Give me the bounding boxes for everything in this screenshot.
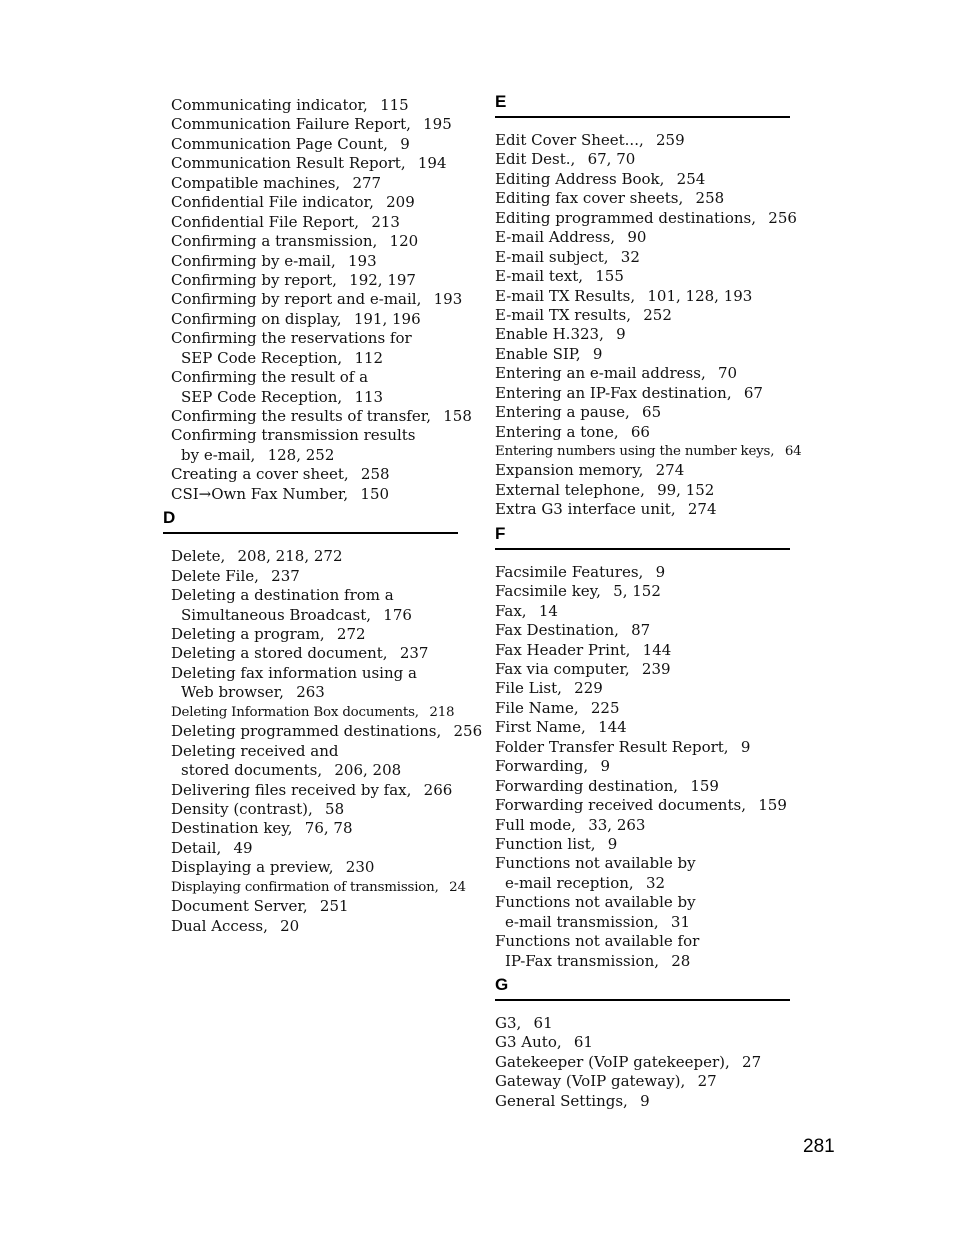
index-entry: Density (contrast), 58 [171, 799, 345, 818]
index-entry: E-mail TX results, 252 [495, 305, 672, 324]
index-entry: External telephone, 99, 152 [495, 480, 715, 499]
index-entry: Fax via computer, 239 [495, 660, 671, 678]
index-entry: Functions not available by [495, 854, 696, 873]
index-entry: Dual Access, 20 [171, 916, 300, 935]
index-entry: Confirming the result of a [171, 368, 369, 387]
section-rule [495, 116, 790, 118]
index-entry: Facsimile Features, 9 [495, 562, 666, 581]
index-entry: G3, 61 [495, 1014, 553, 1033]
index-entry: Delivering files received by fax, 266 [171, 780, 453, 799]
index-entry: Entering an IP-Fax destination, 67 [495, 383, 763, 402]
index-entry: Creating a cover sheet, 258 [171, 465, 390, 484]
index-entry: Confirming the results of transfer, 158 [171, 407, 472, 426]
index-entry: Delete File, 237 [171, 566, 300, 585]
section-heading-g: G [495, 975, 509, 995]
index-entry: Communication Page Count, 9 [171, 134, 410, 153]
index-entry: Entering numbers using the number keys, 64 [495, 444, 802, 460]
index-entry: Destination key, 76, 78 [171, 819, 353, 838]
index-entry: IP-Fax transmission, 28 [505, 951, 691, 970]
index-entry: Compatible machines, 277 [171, 173, 382, 192]
index-entry: File List, 229 [495, 679, 603, 698]
index-entry: Full mode, 33, 263 [495, 815, 646, 834]
index-entry: Document Server, 251 [171, 897, 349, 916]
index-entry: by e-mail, 128, 252 [181, 445, 335, 464]
index-entry: Confirming on display, 191, 196 [171, 309, 421, 328]
index-entry: Enable SIP, 9 [495, 344, 603, 363]
index-entry: Deleting a program, 272 [171, 625, 366, 643]
section-heading-f: F [495, 523, 506, 543]
index-entry: Confirming a transmission, 120 [171, 232, 419, 251]
index-entry: E-mail TX Results, 101, 128, 193 [495, 286, 753, 305]
index-entry: Confidential File Report, 213 [171, 212, 400, 231]
section-rule [495, 999, 790, 1001]
index-entry: Communication Failure Report, 195 [171, 115, 452, 134]
index-entry: E-mail text, 155 [495, 267, 624, 286]
index-entry: Expansion memory, 274 [495, 461, 685, 480]
index-entry: Forwarding received documents, 159 [495, 796, 787, 815]
index-entry: e-mail reception, 32 [505, 873, 666, 892]
index-entry: Entering a tone, 66 [495, 422, 650, 441]
index-entry: Function list, 9 [495, 834, 618, 853]
index-entry: Web browser, 263 [181, 683, 325, 702]
index-entry: Forwarding, 9 [495, 757, 610, 776]
index-entry: Entering an e-mail address, 70 [495, 364, 738, 383]
section-rule [495, 548, 790, 550]
index-entry: Fax Header Print, 144 [495, 640, 672, 659]
index-entry: General Settings, 9 [495, 1091, 650, 1110]
page-number: 281 [803, 1136, 835, 1157]
index-entry: e-mail transmission, 31 [505, 912, 691, 931]
section-rule [163, 532, 458, 534]
index-entry: Confirming transmission results [171, 426, 416, 445]
index-entry: File Name, 225 [495, 698, 620, 717]
index-entry: Deleting received and [171, 741, 339, 760]
index-entry: Editing programmed destinations, 256 [495, 208, 797, 227]
section-heading-e: E [495, 92, 507, 111]
index-entry: SEP Code Reception, 113 [181, 387, 384, 406]
index-entry: SEP Code Reception, 112 [181, 348, 384, 367]
index-entry: Editing Address Book, 254 [495, 169, 706, 188]
index-entry: Deleting Information Box documents, 218 [171, 704, 455, 720]
index-entry: Edit Dest., 67, 70 [495, 150, 636, 169]
index-entry: G3 Auto, 61 [495, 1033, 593, 1052]
index-entry: Extra G3 interface unit, 274 [495, 500, 717, 519]
index-entry: Edit Cover Sheet..., 259 [495, 131, 685, 149]
index-entry: Communication Result Report, 194 [171, 154, 447, 173]
index-entry: Folder Transfer Result Report, 9 [495, 737, 751, 756]
index-entry: Entering a pause, 65 [495, 403, 662, 422]
index-entry: Gateway (VoIP gateway), 27 [495, 1072, 717, 1091]
index-entry: CSI→Own Fax Number, 150 [171, 484, 390, 503]
index-entry: Fax, 14 [495, 601, 558, 620]
index-entry: Displaying confirmation of transmission, 24 [171, 879, 466, 895]
section-heading-d: D [163, 508, 176, 528]
index-entry: Delete, 208, 218, 272 [171, 547, 343, 566]
index-entry: Deleting a destination from a [171, 586, 394, 605]
index-entry: Functions not available for [495, 932, 700, 951]
index-entry: Simultaneous Broadcast, 176 [181, 605, 412, 624]
index-entry: Displaying a preview, 230 [171, 858, 375, 877]
index-entry: Confirming the reservations for [171, 329, 412, 348]
index-entry: E-mail Address, 90 [495, 228, 647, 247]
index-entry: First Name, 144 [495, 718, 627, 737]
index-entry: Fax Destination, 87 [495, 621, 651, 640]
index-entry: Facsimile key, 5, 152 [495, 582, 661, 601]
index-entry: E-mail subject, 32 [495, 247, 640, 266]
index-entry: Communicating indicator, 115 [171, 96, 409, 114]
index-entry: Confirming by report and e-mail, 193 [171, 290, 463, 309]
index-entry: Confirming by report, 192, 197 [171, 270, 416, 289]
index-entry: Confidential File indicator, 209 [171, 193, 415, 212]
index-entry: Functions not available by [495, 893, 696, 912]
index-entry: Confirming by e-mail, 193 [171, 251, 377, 270]
index-entry: stored documents, 206, 208 [181, 761, 402, 780]
index-entry: Forwarding destination, 159 [495, 776, 719, 795]
index-entry: Enable H.323, 9 [495, 325, 626, 344]
index-entry: Editing fax cover sheets, 258 [495, 189, 725, 208]
index-entry: Deleting a stored document, 237 [171, 644, 429, 663]
index-entry: Detail, 49 [171, 838, 253, 857]
index-entry: Deleting programmed destinations, 256 [171, 722, 483, 741]
index-entry: Deleting fax information using a [171, 663, 417, 682]
index-entry: Gatekeeper (VoIP gatekeeper), 27 [495, 1052, 762, 1071]
